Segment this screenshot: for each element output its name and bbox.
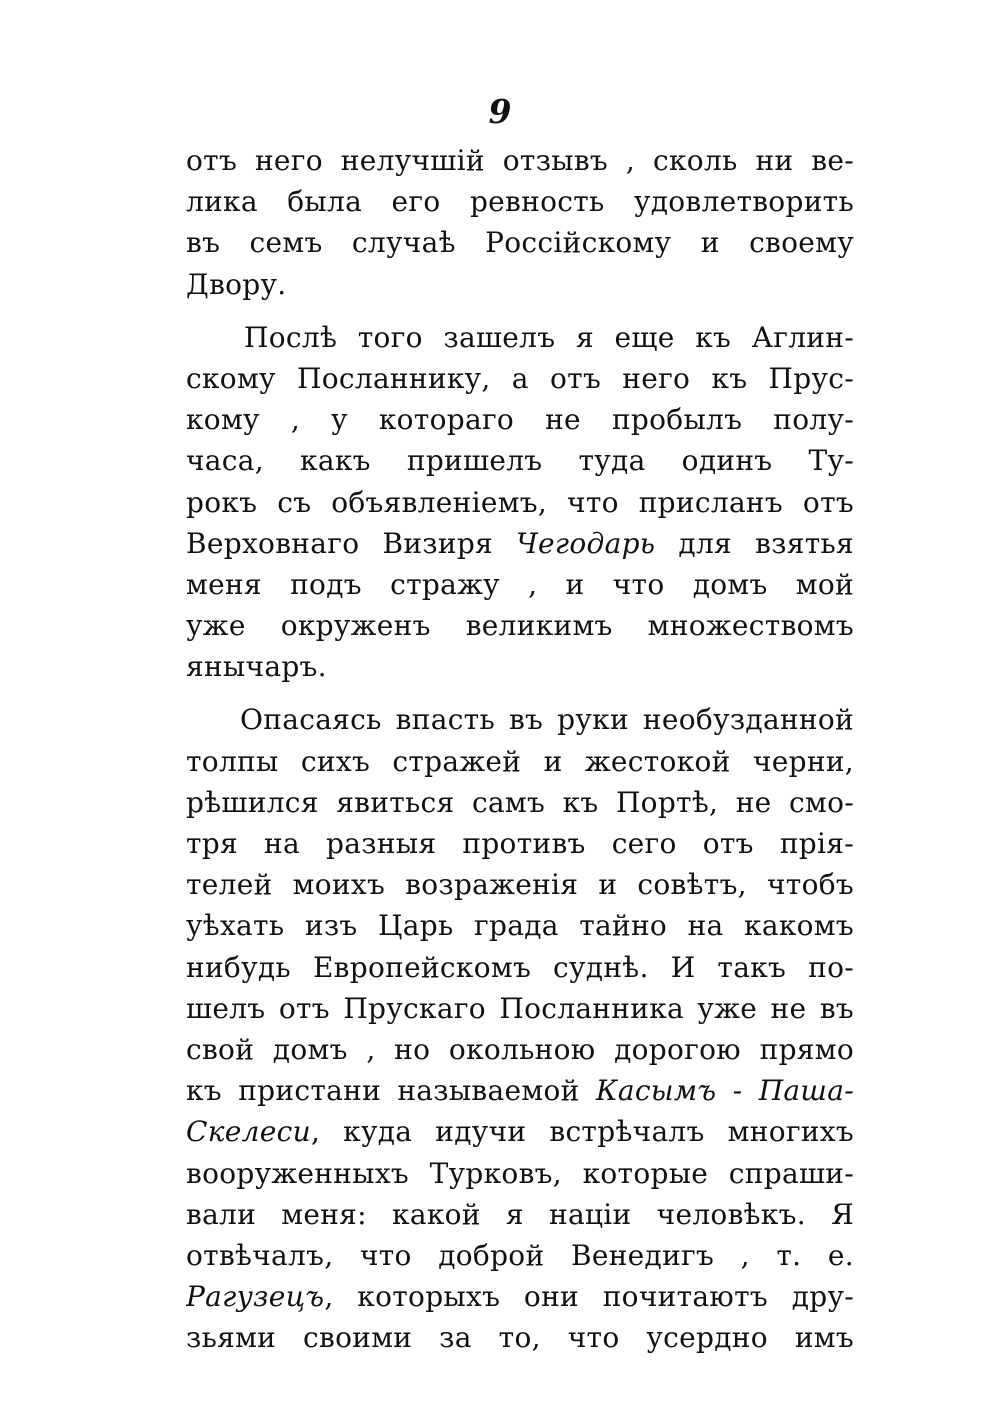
text-line: Опасаясь впасть въ руки необузданной — [240, 703, 854, 737]
text-line: тря на разныя противъ сего отъ прія- — [186, 827, 854, 860]
text-line: телей моихъ возраженія и совѣтъ, чтобъ — [186, 868, 854, 902]
text-line: нибудь Европейскомъ суднѣ. И такъ по- — [186, 950, 854, 984]
text-line: шелъ отъ Прускаго Посланника уже не въ — [186, 991, 854, 1025]
text-line: Верховнаго Визиря Чегодарь для взятья — [186, 526, 854, 560]
text-line: зьями своими за то, что усердно имъ — [186, 1321, 854, 1355]
text-line: отвѣчалъ, что доброй Венедигъ , т. е. — [186, 1238, 854, 1272]
text-line: къ пристани называемой Касымъ - Паша- — [186, 1074, 854, 1108]
text-line: отъ него нелучшій отзывъ , сколь ни ве- — [186, 144, 854, 177]
italic-place-name: Скелеси — [186, 1115, 311, 1149]
text-line: вооруженныхъ Турковъ, которые спраши- — [186, 1156, 854, 1190]
text-line: вали меня: какой я націи человѣкъ. Я — [186, 1197, 854, 1231]
text-line: уже окруженъ великимъ множествомъ — [186, 609, 854, 643]
page-number: 9 — [488, 92, 512, 131]
body-text — [186, 140, 854, 1358]
text-line: Двору. — [186, 267, 287, 301]
text-line: уѣхать изъ Царь града тайно на какомъ — [186, 909, 854, 943]
text-line: толпы сихъ стражей и жестокой черни, — [186, 744, 854, 778]
text-line: Послѣ того зашелъ я еще къ Аглин- — [244, 320, 854, 354]
text-line: рокъ съ объявленіемъ, что присланъ отъ — [186, 485, 854, 519]
text-line: меня подъ стражу , и что домъ мой — [186, 567, 854, 601]
text-line: янычаръ. — [186, 650, 327, 684]
italic-place-name: Касымъ - Паша- — [595, 1074, 854, 1108]
paragraph — [186, 140, 854, 305]
text-line: скому Посланнику, а отъ него къ Прус- — [186, 361, 854, 395]
text-line: кому , у котораго не пробылъ полу- — [186, 403, 854, 437]
text-line: часа, какъ пришелъ туда одинъ Ту- — [186, 444, 854, 478]
text-line: свой домъ , но окольною дорогою прямо — [186, 1032, 854, 1066]
text-line: лика была его ревность удовлетворить — [186, 185, 854, 219]
text-line: Скелеси, куда идучи встрѣчалъ многихъ — [186, 1115, 854, 1149]
text-line: Рагузецъ, которыхъ они почитаютъ дру- — [186, 1280, 854, 1314]
italic-name: Чегодарь — [516, 526, 656, 560]
italic-nationality: Рагузецъ — [186, 1280, 325, 1314]
paragraph — [186, 699, 854, 1358]
text-line: рѣшился явиться самъ къ Портѣ, не смо- — [186, 785, 854, 819]
text-line: въ семъ случаѣ Россійскому и своему — [186, 226, 854, 260]
paragraph — [186, 317, 854, 688]
